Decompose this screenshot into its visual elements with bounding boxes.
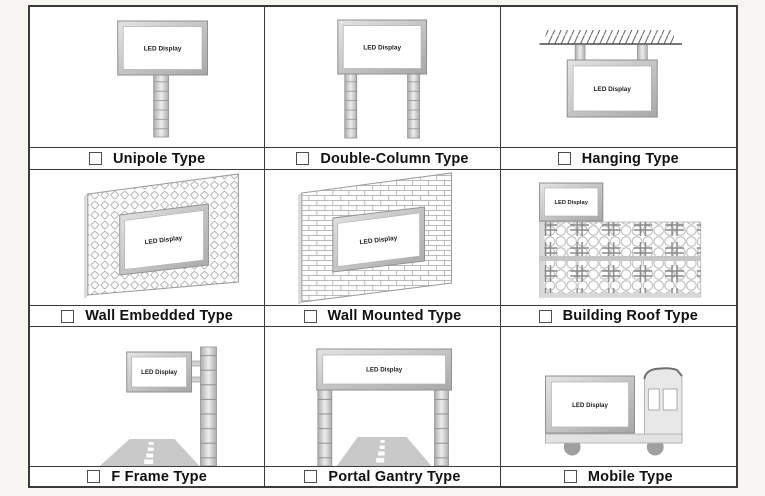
double-column-label-bar: [265, 147, 500, 170]
cab-window-right: [663, 389, 677, 410]
mobile-label-bar: [501, 466, 736, 486]
f-frame-label: F Frame Type: [111, 468, 207, 485]
unipole-checkbox[interactable]: [89, 152, 102, 165]
unipole-illustration: [30, 7, 265, 147]
mobile-checkbox[interactable]: [564, 470, 577, 483]
portal-gantry-label: Portal Gantry Type: [328, 468, 461, 485]
right-hanger: [637, 45, 647, 61]
double-column-checkbox[interactable]: [296, 152, 309, 165]
types-table: [28, 5, 738, 488]
led-display-text: LED Display: [363, 44, 402, 52]
led-display-text: LED Display: [571, 401, 608, 410]
wall-embedded-label: Wall Embedded Type: [85, 308, 234, 324]
wall-mounted-label-bar: [265, 305, 500, 327]
mobile-illustration: [501, 327, 736, 466]
portal-gantry-checkbox[interactable]: [304, 470, 317, 483]
portal-gantry-label-bar: [265, 466, 500, 486]
led-display-text: LED Display: [359, 234, 398, 247]
building-base: [539, 293, 700, 297]
double-column-label: Double-Column Type: [320, 150, 469, 167]
wall-mounted-illustration: [265, 170, 500, 305]
cab-window-left: [648, 389, 659, 410]
double-column-illustration: [265, 7, 500, 147]
wall-embedded-illustration: [30, 170, 265, 305]
led-display-text: LED Display: [143, 45, 182, 53]
wall-embedded-checkbox[interactable]: [61, 310, 74, 323]
mobile-label: Mobile Type: [587, 468, 673, 485]
left-hanger: [575, 45, 585, 61]
portal-gantry-illustration: [265, 327, 500, 466]
wall-mounted-label: Wall Mounted Type: [327, 308, 462, 324]
f-frame-label-bar: [30, 466, 265, 486]
led-display-text: LED Display: [144, 234, 183, 247]
building-roof-label-bar: [501, 305, 736, 327]
led-display-text: LED Display: [593, 85, 631, 94]
hanging-checkbox[interactable]: [558, 152, 571, 165]
ceiling-hatch: [545, 30, 674, 44]
hanging-illustration: [501, 7, 736, 147]
truck-bed: [545, 434, 681, 443]
led-display-text: LED Display: [366, 366, 403, 374]
unipole-label-bar: [30, 147, 265, 170]
building-roof-checkbox[interactable]: [539, 310, 552, 323]
wall-embedded-label-bar: [30, 305, 265, 327]
hanging-label: Hanging Type: [581, 150, 679, 167]
f-frame-checkbox[interactable]: [87, 470, 100, 483]
unipole-label: Unipole Type: [112, 150, 206, 167]
led-display-text: LED Display: [141, 368, 178, 377]
f-frame-illustration: [30, 327, 265, 466]
wall-mounted-checkbox[interactable]: [304, 310, 317, 323]
building-roof-label: Building Roof Type: [562, 308, 699, 324]
led-display-text: LED Display: [554, 199, 588, 207]
hanging-label-bar: [501, 147, 736, 170]
building-roof-illustration: [501, 170, 736, 305]
floor-band: [539, 256, 700, 261]
types-grid: [30, 7, 736, 486]
